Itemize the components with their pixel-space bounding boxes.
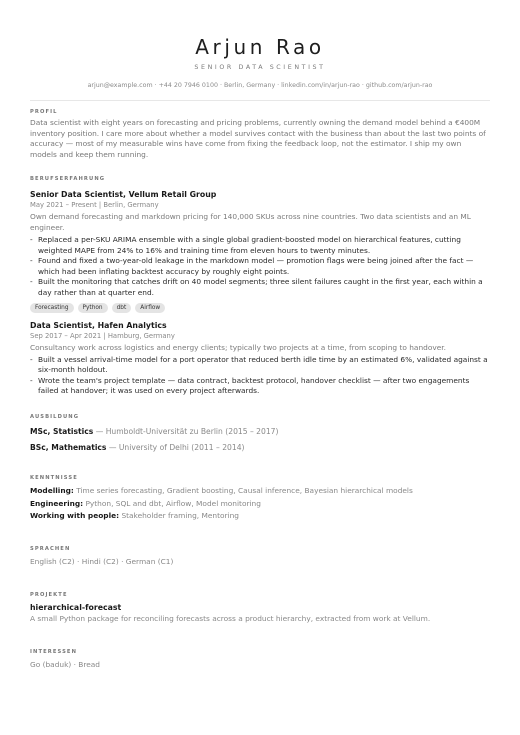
job-meta: May 2021 – Present | Berlin, Germany	[30, 201, 159, 209]
skill-label: Working with people:	[30, 511, 120, 520]
job-bullet	[30, 277, 490, 298]
skill-tag: Python	[78, 303, 108, 313]
section-title-experience: BERUFSERFAHRUNG	[30, 176, 106, 182]
resume-header	[30, 0, 490, 101]
project-name: hierarchical-forecast	[30, 603, 122, 612]
section-title-profile: PROFIL	[30, 109, 58, 115]
bullet-marker: -	[30, 256, 33, 266]
interests-section	[30, 648, 490, 671]
skill-tags	[30, 303, 490, 313]
project-description: A small Python package for reconciling forecasts across a product hierarchy, extracted from work at Vellum.	[30, 614, 431, 623]
job-bullet-text: Wrote the team's project template — data contract, backtest protocol, handover checklist — after two engagements failed at handover; it was used on every project afterwards.	[38, 375, 470, 396]
job-entry	[30, 320, 490, 397]
education-item	[30, 426, 490, 437]
profile-section	[30, 108, 490, 160]
candidate-name: Arjun Rao	[195, 35, 325, 59]
skill-row	[30, 485, 490, 498]
skill-label: Engineering:	[30, 498, 84, 508]
job-bullets	[30, 235, 490, 299]
skill-tag: Airflow	[135, 303, 165, 313]
section-title-interests: INTERESSEN	[30, 649, 78, 655]
job-bullet	[30, 235, 490, 256]
profile-text: Data scientist with eight years on forecasting and pricing problems, currently owning the demand model behind a €400M inventory position. I care more about whether a model survives contact with the business than about the last two points of accuracy — most of my measurable wins have come from fixing the feedback loop, not the estimator. I ship my own models and keep them running.	[30, 118, 486, 159]
education-detail: — Humboldt-Universität zu Berlin (2015 – 2017)	[93, 427, 279, 436]
education-section	[30, 413, 490, 453]
skill-tag: Forecasting	[30, 303, 74, 313]
section-title-skills: KENNTNISSE	[30, 475, 78, 481]
candidate-role: SENIOR DATA SCIENTIST	[194, 64, 326, 71]
job-title: Senior Data Scientist, Vellum Retail Group	[30, 190, 217, 199]
section-title-languages: SPRACHEN	[30, 546, 71, 552]
job-bullets	[30, 355, 490, 397]
job-bullet-text: Built a vessel arrival-time model for a port operator that reduced berth idle time by an estimated 6%, validated against a six-month holdout.	[38, 354, 488, 375]
job-summary: Own demand forecasting and markdown pricing for 140,000 SKUs across nine countries. Two data scientists and an ML engineer.	[30, 212, 471, 232]
job-entry	[30, 189, 490, 313]
bullet-marker: -	[30, 277, 33, 287]
job-title: Data Scientist, Hafen Analytics	[30, 320, 167, 330]
job-bullet-text: Replaced a per-SKU ARIMA ensemble with a single global gradient-boosted model on hierarchical features, cutting weighted MAPE from 24% to 16% and training time from eleven hours to twenty minutes.	[38, 235, 461, 255]
languages-text: English (C2) · Hindi (C2) · German (C1)	[30, 557, 174, 566]
skill-value: Time series forecasting, Gradient boosting, Causal inference, Bayesian hierarchical models	[73, 486, 413, 495]
skill-value: Stakeholder framing, Mentoring	[119, 511, 239, 520]
languages-section	[30, 545, 490, 568]
skill-label: Modelling:	[30, 486, 74, 495]
job-bullet	[30, 256, 490, 277]
job-bullet	[30, 355, 490, 376]
bullet-marker: -	[30, 354, 33, 364]
interests-text: Go (baduk) · Bread	[30, 660, 101, 669]
skill-value: Python, SQL and dbt, Airflow, Model monitoring	[83, 498, 261, 508]
bullet-marker: -	[30, 375, 33, 385]
education-degree: BSc, Mathematics	[30, 443, 107, 452]
contact-line: arjun@example.com · +44 20 7946 0100 · Berlin, Germany · linkedin.com/in/arjun-rao · github.com/arjun-rao	[87, 82, 433, 89]
skill-row	[30, 498, 490, 511]
job-bullet-text: Found and fixed a two-year-old leakage in the markdown model — promotion flags were being joined after the fact — which had been inflating backtest accuracy by roughly eight points.	[38, 256, 474, 276]
skills-section	[30, 474, 490, 523]
job-summary: Consultancy work across logistics and energy clients; typically two projects at a time, from scoping to handover.	[30, 342, 446, 352]
skill-tag: dbt	[112, 303, 132, 313]
education-degree: MSc, Statistics	[30, 427, 94, 436]
skill-row	[30, 510, 490, 523]
section-title-projects: PROJEKTE	[30, 592, 68, 598]
education-item	[30, 442, 490, 453]
experience-section	[30, 175, 490, 397]
job-bullet	[30, 376, 490, 397]
education-detail: — University of Delhi (2011 – 2014)	[106, 443, 245, 452]
projects-section	[30, 591, 490, 624]
skills-list	[30, 485, 490, 523]
job-meta: Sep 2017 – Apr 2021 | Hamburg, Germany	[30, 331, 175, 340]
section-title-education: AUSBILDUNG	[30, 414, 80, 420]
job-bullet-text: Built the monitoring that catches drift on 40 model segments; three silent failures caught in the first year, each within a day rather than at quarter end.	[38, 277, 483, 297]
bullet-marker: -	[30, 235, 33, 244]
header-divider	[30, 100, 490, 101]
